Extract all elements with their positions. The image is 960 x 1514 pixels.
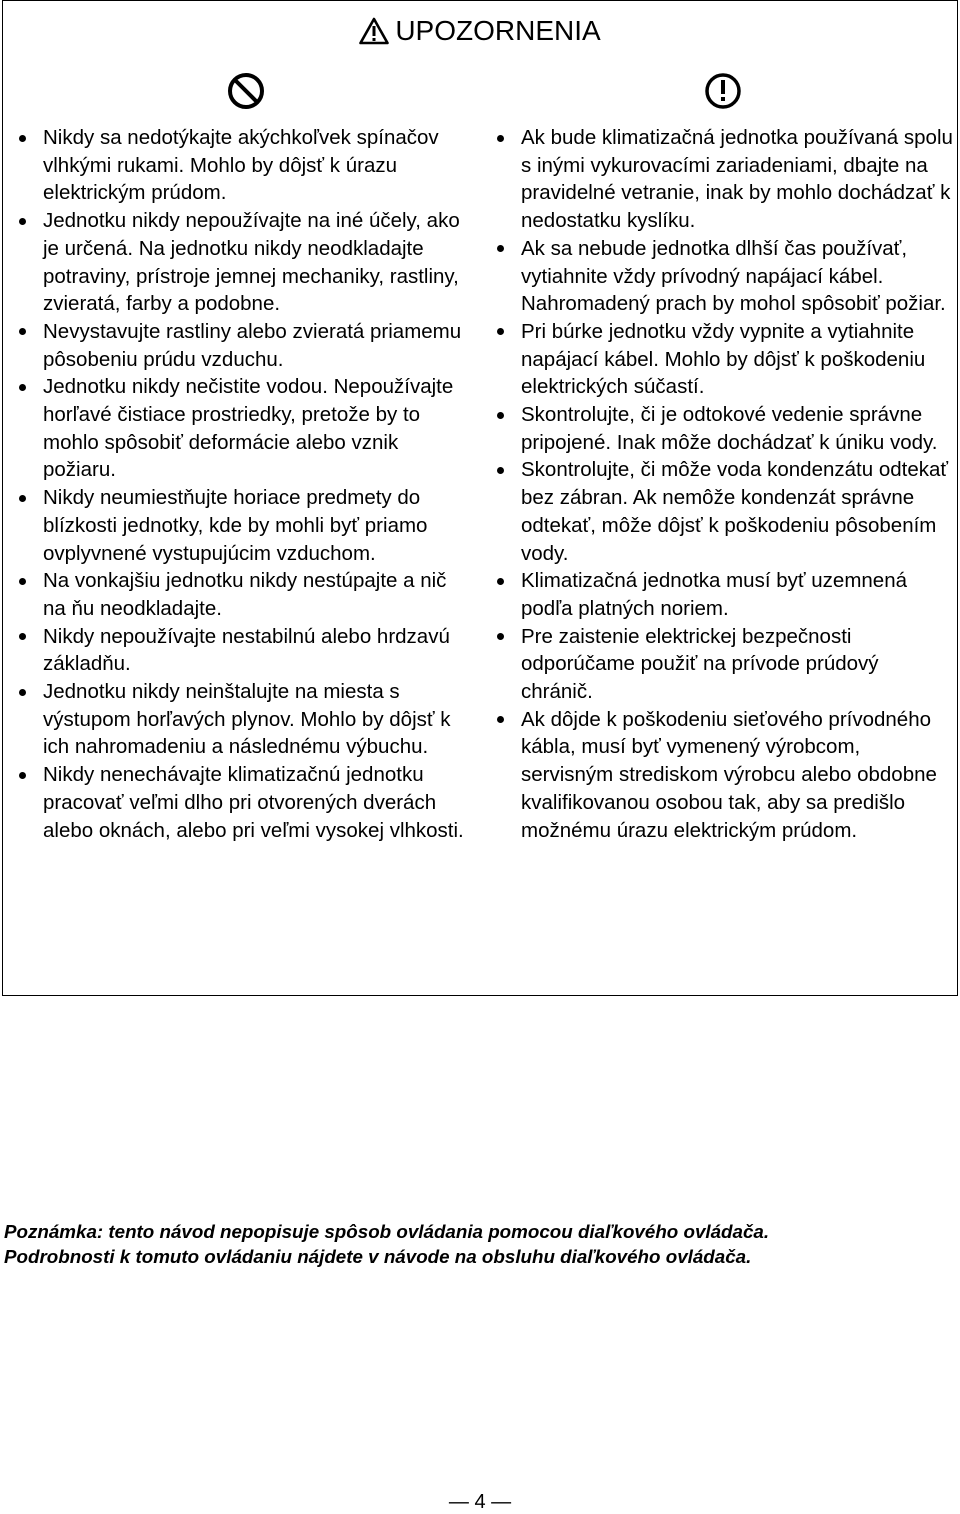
page-number: — 4 — xyxy=(448,1491,512,1513)
list-item: Ak bude klimatizačná jednotka používaná spolu s inými vykurovacími zariadeniami, dbajte na pravidelné vetranie, inak by mohlo dochádzať k nedostatku kyslíku. xyxy=(521,124,953,235)
list-item: Jednotku nikdy nečistite vodou. Nepoužívajte horľavé čistiace prostriedky, pretože by to mohlo spôsobiť deformácie alebo vznik požiaru. xyxy=(43,373,473,484)
prohibitions-list xyxy=(43,124,473,844)
warnings-heading xyxy=(3,13,957,54)
page-number-value: 4 xyxy=(474,1491,486,1513)
page-title: UPOZORNENIA xyxy=(395,15,601,46)
list-item: Jednotku nikdy nepoužívajte na iné účely, ako je určená. Na jednotku nikdy neodkladajte potraviny, prístroje jemnej mechaniky, rastliny, zvieratá, farby a podobne. xyxy=(43,207,473,318)
warnings-box xyxy=(2,0,958,996)
caution-exclamation-icon xyxy=(703,71,743,111)
note-line: Poznámka: tento návod nepopisuje spôsob ovládania pomocou diaľkového ovládača. xyxy=(4,1221,770,1242)
note-line: Podrobnosti k tomuto ovládaniu nájdete v návode na obsluhu diaľkového ovládača. xyxy=(4,1245,752,1267)
list-item: Klimatizačná jednotka musí byť uzemnená podľa platných noriem. xyxy=(521,567,953,622)
list-item: Nevystavujte rastliny alebo zvieratá priamemu pôsobeniu prúdu vzduchu. xyxy=(43,318,473,373)
list-item: Na vonkajšiu jednotku nikdy nestúpajte a nič na ňu neodkladajte. xyxy=(43,567,473,622)
list-item: Pre zaistenie elektrickej bezpečnosti odporúčame použiť na prívode prúdový chránič. xyxy=(521,623,953,706)
list-item: Skontrolujte, či môže voda kondenzátu odtekať bez zábran. Ak nemôže kondenzát správne odtekať, môže dôjsť k poškodeniu pôsobením vody. xyxy=(521,456,953,567)
list-item: Ak sa nebude jednotka dlhší čas používať, vytiahnite vždy prívodný napájací kábel. Nahromadený prach by mohol spôsobiť požiar. xyxy=(521,235,953,318)
list-item: Ak dôjde k poškodeniu sieťového prívodného kábla, musí byť vymenený výrobcom, servisným strediskom výrobcu alebo obdobne kvalifikovanou osobou tak, aby sa predišlo možnému úrazu elektrickým prúdom. xyxy=(521,706,953,845)
list-item: Nikdy nepoužívajte nestabilnú alebo hrdzavú základňu. xyxy=(43,623,473,678)
list-item: Pri búrke jednotku vždy vypnite a vytiahnite napájací kábel. Mohlo by dôjsť k poškodeniu elektrických súčastí. xyxy=(521,318,953,401)
list-item: Nikdy nenechávajte klimatizačnú jednotku pracovať veľmi dlho pri otvorených dverách alebo oknách, alebo pri veľmi vysokej vlhkosti. xyxy=(43,761,473,844)
warning-triangle-icon xyxy=(359,17,389,45)
prohibition-icon xyxy=(226,71,266,111)
list-item: Jednotku nikdy neinštalujte na miesta s výstupom horľavých plynov. Mohlo by dôjsť k ich nahromadeniu a následnému výbuchu. xyxy=(43,678,473,761)
list-item: Skontrolujte, či je odtokové vedenie správne pripojené. Inak môže dochádzať k úniku vody. xyxy=(521,401,953,456)
cautions-list xyxy=(521,124,953,844)
remote-control-note xyxy=(4,1220,954,1269)
list-item: Nikdy neumiestňujte horiace predmety do blízkosti jednotky, kde by mohli byť priamo ovplyvnené vystupujúcim vzduchom. xyxy=(43,484,473,567)
list-item: Nikdy sa nedotýkajte akýchkoľvek spínačov vlhkými rukami. Mohlo by dôjsť k úrazu elektrickým prúdom. xyxy=(43,124,473,207)
